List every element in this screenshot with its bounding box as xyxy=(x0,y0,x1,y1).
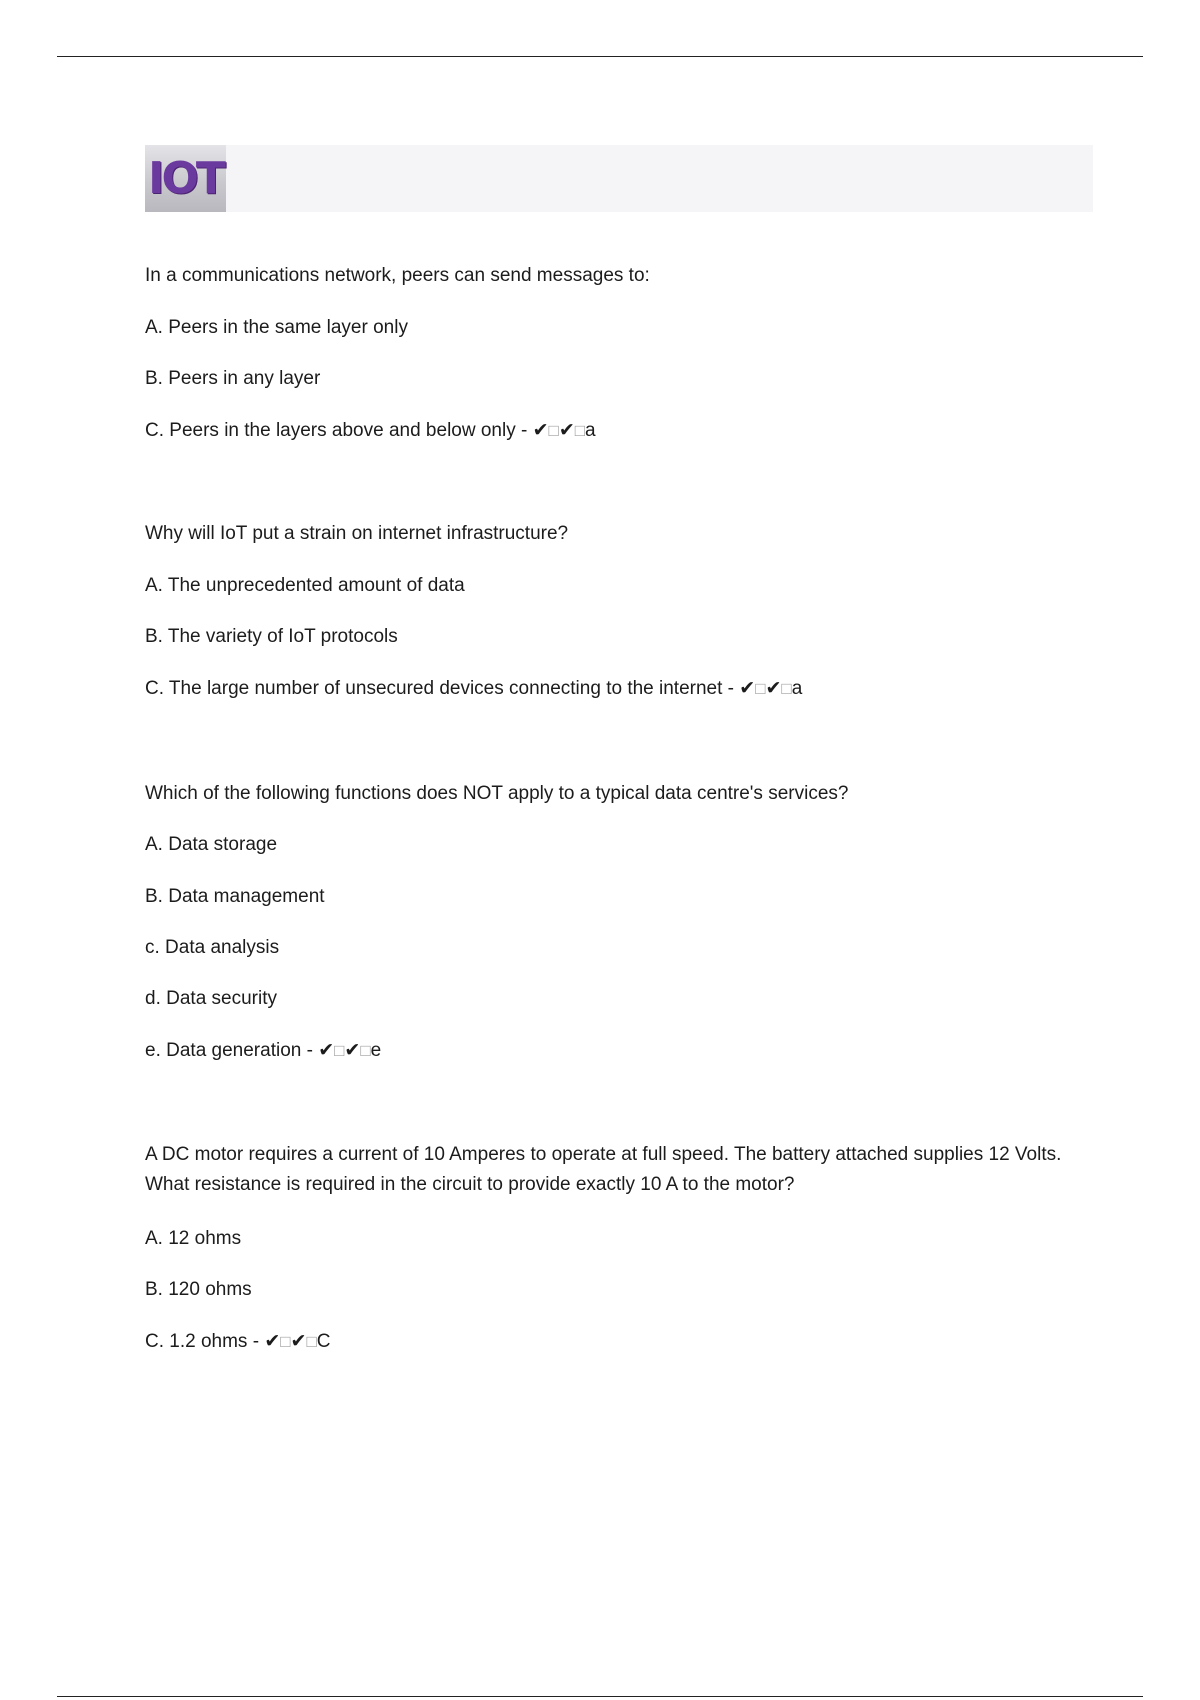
logo-text: IOT xyxy=(148,152,223,204)
question-prompt: A DC motor requires a current of 10 Amperes to operate at full speed. The battery attached supplies 12 Volts. What resistance is required in the circuit to provide exactly 10 A to the motor? xyxy=(145,1144,1062,1195)
answer-option-correct xyxy=(145,1039,381,1063)
check-mark-icon: ✔ xyxy=(264,1331,281,1352)
answer-letter: a xyxy=(585,420,596,441)
box-icon: □ xyxy=(334,1041,345,1060)
option-text: C. The large number of unsecured devices connecting to the internet - xyxy=(145,678,740,699)
option-text: C. Peers in the layers above and below only - xyxy=(145,420,533,441)
answer-option: B. Data management xyxy=(145,886,325,907)
box-icon: □ xyxy=(280,1332,291,1351)
answer-option: B. Peers in any layer xyxy=(145,368,321,389)
answer-letter: C xyxy=(316,1331,331,1352)
option-text: C. 1.2 ohms - xyxy=(145,1331,265,1352)
question-prompt: Why will IoT put a strain on internet infrastructure? xyxy=(145,523,569,544)
answer-option: A. Data storage xyxy=(145,834,278,855)
header-rule xyxy=(57,56,1143,57)
footer-rule xyxy=(57,1696,1143,1697)
answer-option: B. 120 ohms xyxy=(145,1279,252,1300)
iot-logo xyxy=(145,145,226,212)
answer-option: d. Data security xyxy=(145,988,277,1009)
question-prompt: In a communications network, peers can send messages to: xyxy=(145,265,650,286)
check-mark-icon: ✔ xyxy=(739,678,756,699)
check-mark-icon: ✔ xyxy=(532,420,549,441)
box-icon: □ xyxy=(574,421,586,440)
answer-option: c. Data analysis xyxy=(145,937,280,958)
option-text: e. Data generation - xyxy=(145,1040,319,1061)
check-mark-icon: ✔ xyxy=(318,1040,335,1061)
box-icon: □ xyxy=(781,679,792,698)
box-icon: □ xyxy=(548,421,559,440)
box-icon: □ xyxy=(360,1041,371,1060)
box-icon: □ xyxy=(755,679,766,698)
answer-option: B. The variety of IoT protocols xyxy=(145,626,398,647)
title-banner xyxy=(145,145,1093,212)
answer-option-correct xyxy=(145,1330,330,1354)
check-mark-icon: ✔ xyxy=(765,678,782,699)
answer-letter: a xyxy=(791,678,803,699)
check-mark-icon: ✔ xyxy=(344,1040,361,1061)
answer-option: A. 12 ohms xyxy=(145,1228,242,1249)
box-icon: □ xyxy=(306,1332,317,1351)
answer-option: A. The unprecedented amount of data xyxy=(145,575,465,596)
answer-option-correct xyxy=(145,677,802,701)
answer-option-correct xyxy=(145,419,596,443)
check-mark-icon: ✔ xyxy=(558,420,575,441)
answer-option: A. Peers in the same layer only xyxy=(145,317,408,338)
answer-letter: e xyxy=(370,1040,382,1061)
question-prompt: Which of the following functions does NOT apply to a typical data centre's services? xyxy=(145,783,849,804)
check-mark-icon: ✔ xyxy=(290,1331,307,1352)
